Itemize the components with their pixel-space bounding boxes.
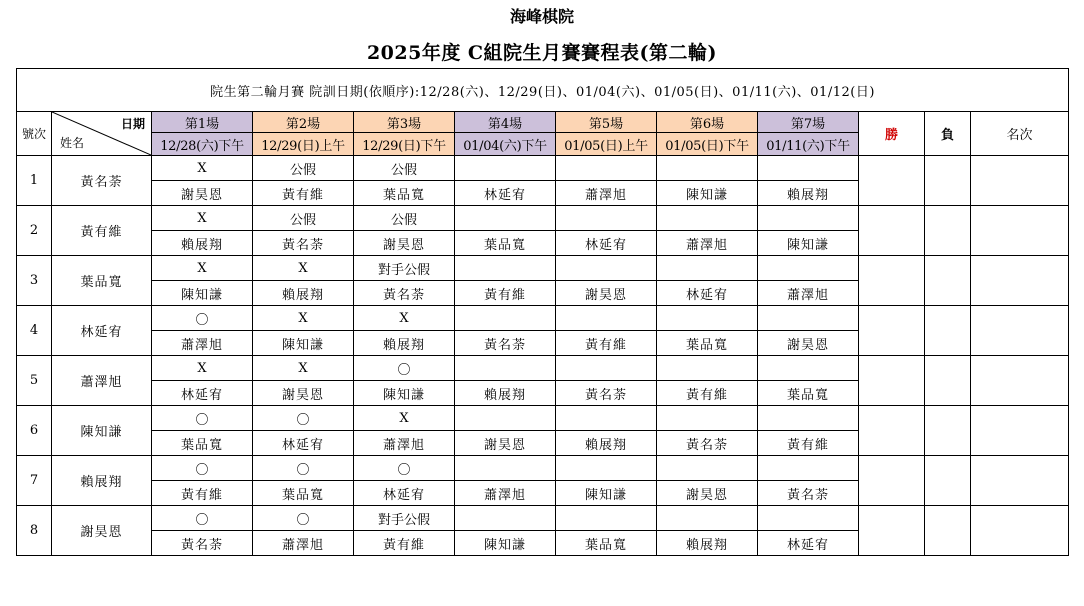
round-result <box>556 406 657 431</box>
round-opponent: 黃名荼 <box>455 331 556 356</box>
round-result: 公假 <box>354 156 455 181</box>
header-number: 號次 <box>17 112 52 156</box>
header-win: 勝 <box>859 112 925 156</box>
page-title: 2025年度 C組院生月賽賽程表(第二輪) <box>366 42 718 64</box>
round-opponent: 黃有維 <box>152 481 253 506</box>
round-result <box>556 256 657 281</box>
schedule-notice: 院生第二輪月賽 院訓日期(依順序):12/28(六)、12/29(日)、01/04(六)、01/05(日)、01/11(六)、01/12(日) <box>17 69 1069 112</box>
rank-cell <box>971 406 1069 456</box>
round-7-date: 01/11(六)下午 <box>758 133 859 156</box>
round-opponent: 蕭澤旭 <box>354 431 455 456</box>
round-opponent: 林延宥 <box>152 381 253 406</box>
round-3-header: 第3場 <box>354 112 455 133</box>
player-row-results <box>17 306 1069 331</box>
round-opponent: 黃名荼 <box>152 531 253 556</box>
player-name: 陳知謙 <box>52 406 152 456</box>
header-loss: 負 <box>925 112 971 156</box>
round-result: 〇 <box>152 406 253 431</box>
round-opponent: 黃有維 <box>253 181 354 206</box>
win-count-cell <box>859 256 925 306</box>
player-number: 1 <box>17 156 52 206</box>
round-opponent: 林延宥 <box>354 481 455 506</box>
player-name: 葉品寬 <box>52 256 152 306</box>
round-6-date: 01/05(日)下午 <box>657 133 758 156</box>
player-row-results <box>17 506 1069 531</box>
round-result: 對手公假 <box>354 256 455 281</box>
round-opponent: 黃名荼 <box>354 281 455 306</box>
round-result <box>758 306 859 331</box>
header-date-name-diagonal <box>52 112 152 156</box>
round-result: X <box>152 356 253 381</box>
round-result: 〇 <box>253 406 354 431</box>
round-opponent: 黃有維 <box>354 531 455 556</box>
loss-count-cell <box>925 406 971 456</box>
round-opponent: 黃名荼 <box>758 481 859 506</box>
win-count-cell <box>859 206 925 256</box>
round-opponent: 林延宥 <box>758 531 859 556</box>
round-opponent: 陳知謙 <box>556 481 657 506</box>
round-opponent: 賴展翔 <box>455 381 556 406</box>
round-opponent: 葉品寬 <box>253 481 354 506</box>
round-opponent: 黃名荼 <box>253 231 354 256</box>
rank-cell <box>971 206 1069 256</box>
round-opponent: 黃有維 <box>556 331 657 356</box>
round-1-date: 12/28(六)下午 <box>152 133 253 156</box>
round-opponent: 陳知謙 <box>354 381 455 406</box>
round-opponent: 賴展翔 <box>152 231 253 256</box>
round-result: X <box>152 206 253 231</box>
round-opponent: 陳知謙 <box>253 331 354 356</box>
round-result <box>657 156 758 181</box>
rank-cell <box>971 506 1069 556</box>
round-opponent: 蕭澤旭 <box>152 331 253 356</box>
header-rank: 名次 <box>971 112 1069 156</box>
player-name: 黃名荼 <box>52 156 152 206</box>
round-opponent: 賴展翔 <box>556 431 657 456</box>
round-result: X <box>354 306 455 331</box>
round-result <box>758 256 859 281</box>
round-result: 〇 <box>152 306 253 331</box>
player-number: 7 <box>17 456 52 506</box>
round-opponent: 蕭澤旭 <box>556 181 657 206</box>
round-6-header: 第6場 <box>657 112 758 133</box>
round-result <box>758 206 859 231</box>
rank-cell <box>971 156 1069 206</box>
round-opponent: 謝昊恩 <box>657 481 758 506</box>
win-count-cell <box>859 406 925 456</box>
player-number: 8 <box>17 506 52 556</box>
round-opponent: 謝昊恩 <box>758 331 859 356</box>
round-opponent: 陳知謙 <box>455 531 556 556</box>
round-result: 公假 <box>253 206 354 231</box>
player-row-results <box>17 406 1069 431</box>
round-opponent: 謝昊恩 <box>354 231 455 256</box>
round-opponent: 黃有維 <box>657 381 758 406</box>
round-result: X <box>354 406 455 431</box>
player-name: 蕭澤旭 <box>52 356 152 406</box>
round-result: 公假 <box>354 206 455 231</box>
round-opponent: 蕭澤旭 <box>758 281 859 306</box>
round-opponent: 謝昊恩 <box>556 281 657 306</box>
player-name: 謝昊恩 <box>52 506 152 556</box>
round-result: 〇 <box>354 456 455 481</box>
round-result <box>758 156 859 181</box>
round-result <box>455 206 556 231</box>
round-opponent: 蕭澤旭 <box>253 531 354 556</box>
round-opponent: 葉品寬 <box>657 331 758 356</box>
round-opponent: 葉品寬 <box>152 431 253 456</box>
round-opponent: 蕭澤旭 <box>455 481 556 506</box>
round-opponent: 葉品寬 <box>556 531 657 556</box>
round-result: X <box>253 306 354 331</box>
round-opponent: 賴展翔 <box>253 281 354 306</box>
round-5-date: 01/05(日)上午 <box>556 133 657 156</box>
schedule-table <box>16 68 1069 556</box>
round-result <box>758 406 859 431</box>
round-opponent: 葉品寬 <box>455 231 556 256</box>
round-result <box>556 506 657 531</box>
round-3-date: 12/29(日)下午 <box>354 133 455 156</box>
round-result <box>455 456 556 481</box>
round-2-header: 第2場 <box>253 112 354 133</box>
player-row-results <box>17 206 1069 231</box>
round-2-date: 12/29(日)上午 <box>253 133 354 156</box>
round-result: 公假 <box>253 156 354 181</box>
loss-count-cell <box>925 456 971 506</box>
round-result: 對手公假 <box>354 506 455 531</box>
round-result: 〇 <box>253 506 354 531</box>
round-opponent: 黃名荼 <box>556 381 657 406</box>
round-result <box>758 356 859 381</box>
win-count-cell <box>859 506 925 556</box>
round-opponent: 葉品寬 <box>758 381 859 406</box>
round-result <box>657 456 758 481</box>
loss-count-cell <box>925 256 971 306</box>
round-opponent: 謝昊恩 <box>455 431 556 456</box>
round-result: 〇 <box>253 456 354 481</box>
round-opponent: 謝昊恩 <box>152 181 253 206</box>
round-result: X <box>253 256 354 281</box>
round-opponent: 陳知謙 <box>152 281 253 306</box>
round-opponent: 謝昊恩 <box>253 381 354 406</box>
round-result <box>556 156 657 181</box>
player-row-results <box>17 256 1069 281</box>
player-number: 4 <box>17 306 52 356</box>
round-opponent: 賴展翔 <box>758 181 859 206</box>
round-opponent: 陳知謙 <box>657 181 758 206</box>
round-opponent: 林延宥 <box>253 431 354 456</box>
round-opponent: 賴展翔 <box>657 531 758 556</box>
round-result <box>455 256 556 281</box>
round-4-date: 01/04(六)下午 <box>455 133 556 156</box>
round-7-header: 第7場 <box>758 112 859 133</box>
round-result: 〇 <box>354 356 455 381</box>
round-result <box>556 356 657 381</box>
round-result: X <box>152 256 253 281</box>
round-4-header: 第4場 <box>455 112 556 133</box>
player-name: 賴展翔 <box>52 456 152 506</box>
player-number: 3 <box>17 256 52 306</box>
round-result <box>455 306 556 331</box>
round-result <box>455 156 556 181</box>
round-5-header: 第5場 <box>556 112 657 133</box>
rank-cell <box>971 356 1069 406</box>
win-count-cell <box>859 456 925 506</box>
rank-cell <box>971 456 1069 506</box>
round-result <box>556 306 657 331</box>
round-opponent: 陳知謙 <box>758 231 859 256</box>
round-opponent: 黃有維 <box>758 431 859 456</box>
round-result <box>657 356 758 381</box>
round-result <box>657 506 758 531</box>
round-opponent: 林延宥 <box>556 231 657 256</box>
win-count-cell <box>859 306 925 356</box>
round-result: 〇 <box>152 506 253 531</box>
rank-cell <box>971 256 1069 306</box>
round-1-header: 第1場 <box>152 112 253 133</box>
loss-count-cell <box>925 156 971 206</box>
round-result <box>657 306 758 331</box>
round-result <box>758 506 859 531</box>
player-number: 2 <box>17 206 52 256</box>
player-name: 林延宥 <box>52 306 152 356</box>
round-result <box>455 506 556 531</box>
round-result <box>657 206 758 231</box>
round-result <box>657 256 758 281</box>
player-row-results <box>17 456 1069 481</box>
loss-count-cell <box>925 206 971 256</box>
round-result <box>556 206 657 231</box>
round-result <box>657 406 758 431</box>
round-opponent: 黃名荼 <box>657 431 758 456</box>
round-result <box>556 456 657 481</box>
round-opponent: 林延宥 <box>657 281 758 306</box>
round-opponent: 賴展翔 <box>354 331 455 356</box>
round-result <box>455 406 556 431</box>
org-name: 海峰棋院 <box>509 7 574 26</box>
player-name: 黃有維 <box>52 206 152 256</box>
loss-count-cell <box>925 306 971 356</box>
win-count-cell <box>859 356 925 406</box>
header-name-label: 姓名 <box>60 136 85 150</box>
loss-count-cell <box>925 506 971 556</box>
loss-count-cell <box>925 356 971 406</box>
round-result <box>758 456 859 481</box>
header-date-label: 日期 <box>120 117 145 131</box>
round-opponent: 葉品寬 <box>354 181 455 206</box>
win-count-cell <box>859 156 925 206</box>
round-result: X <box>253 356 354 381</box>
round-result: X <box>152 156 253 181</box>
player-number: 6 <box>17 406 52 456</box>
round-opponent: 蕭澤旭 <box>657 231 758 256</box>
player-number: 5 <box>17 356 52 406</box>
player-row-results <box>17 356 1069 381</box>
round-opponent: 林延宥 <box>455 181 556 206</box>
rank-cell <box>971 306 1069 356</box>
round-opponent: 黃有維 <box>455 281 556 306</box>
player-row-results <box>17 156 1069 181</box>
round-result: 〇 <box>152 456 253 481</box>
round-result <box>455 356 556 381</box>
